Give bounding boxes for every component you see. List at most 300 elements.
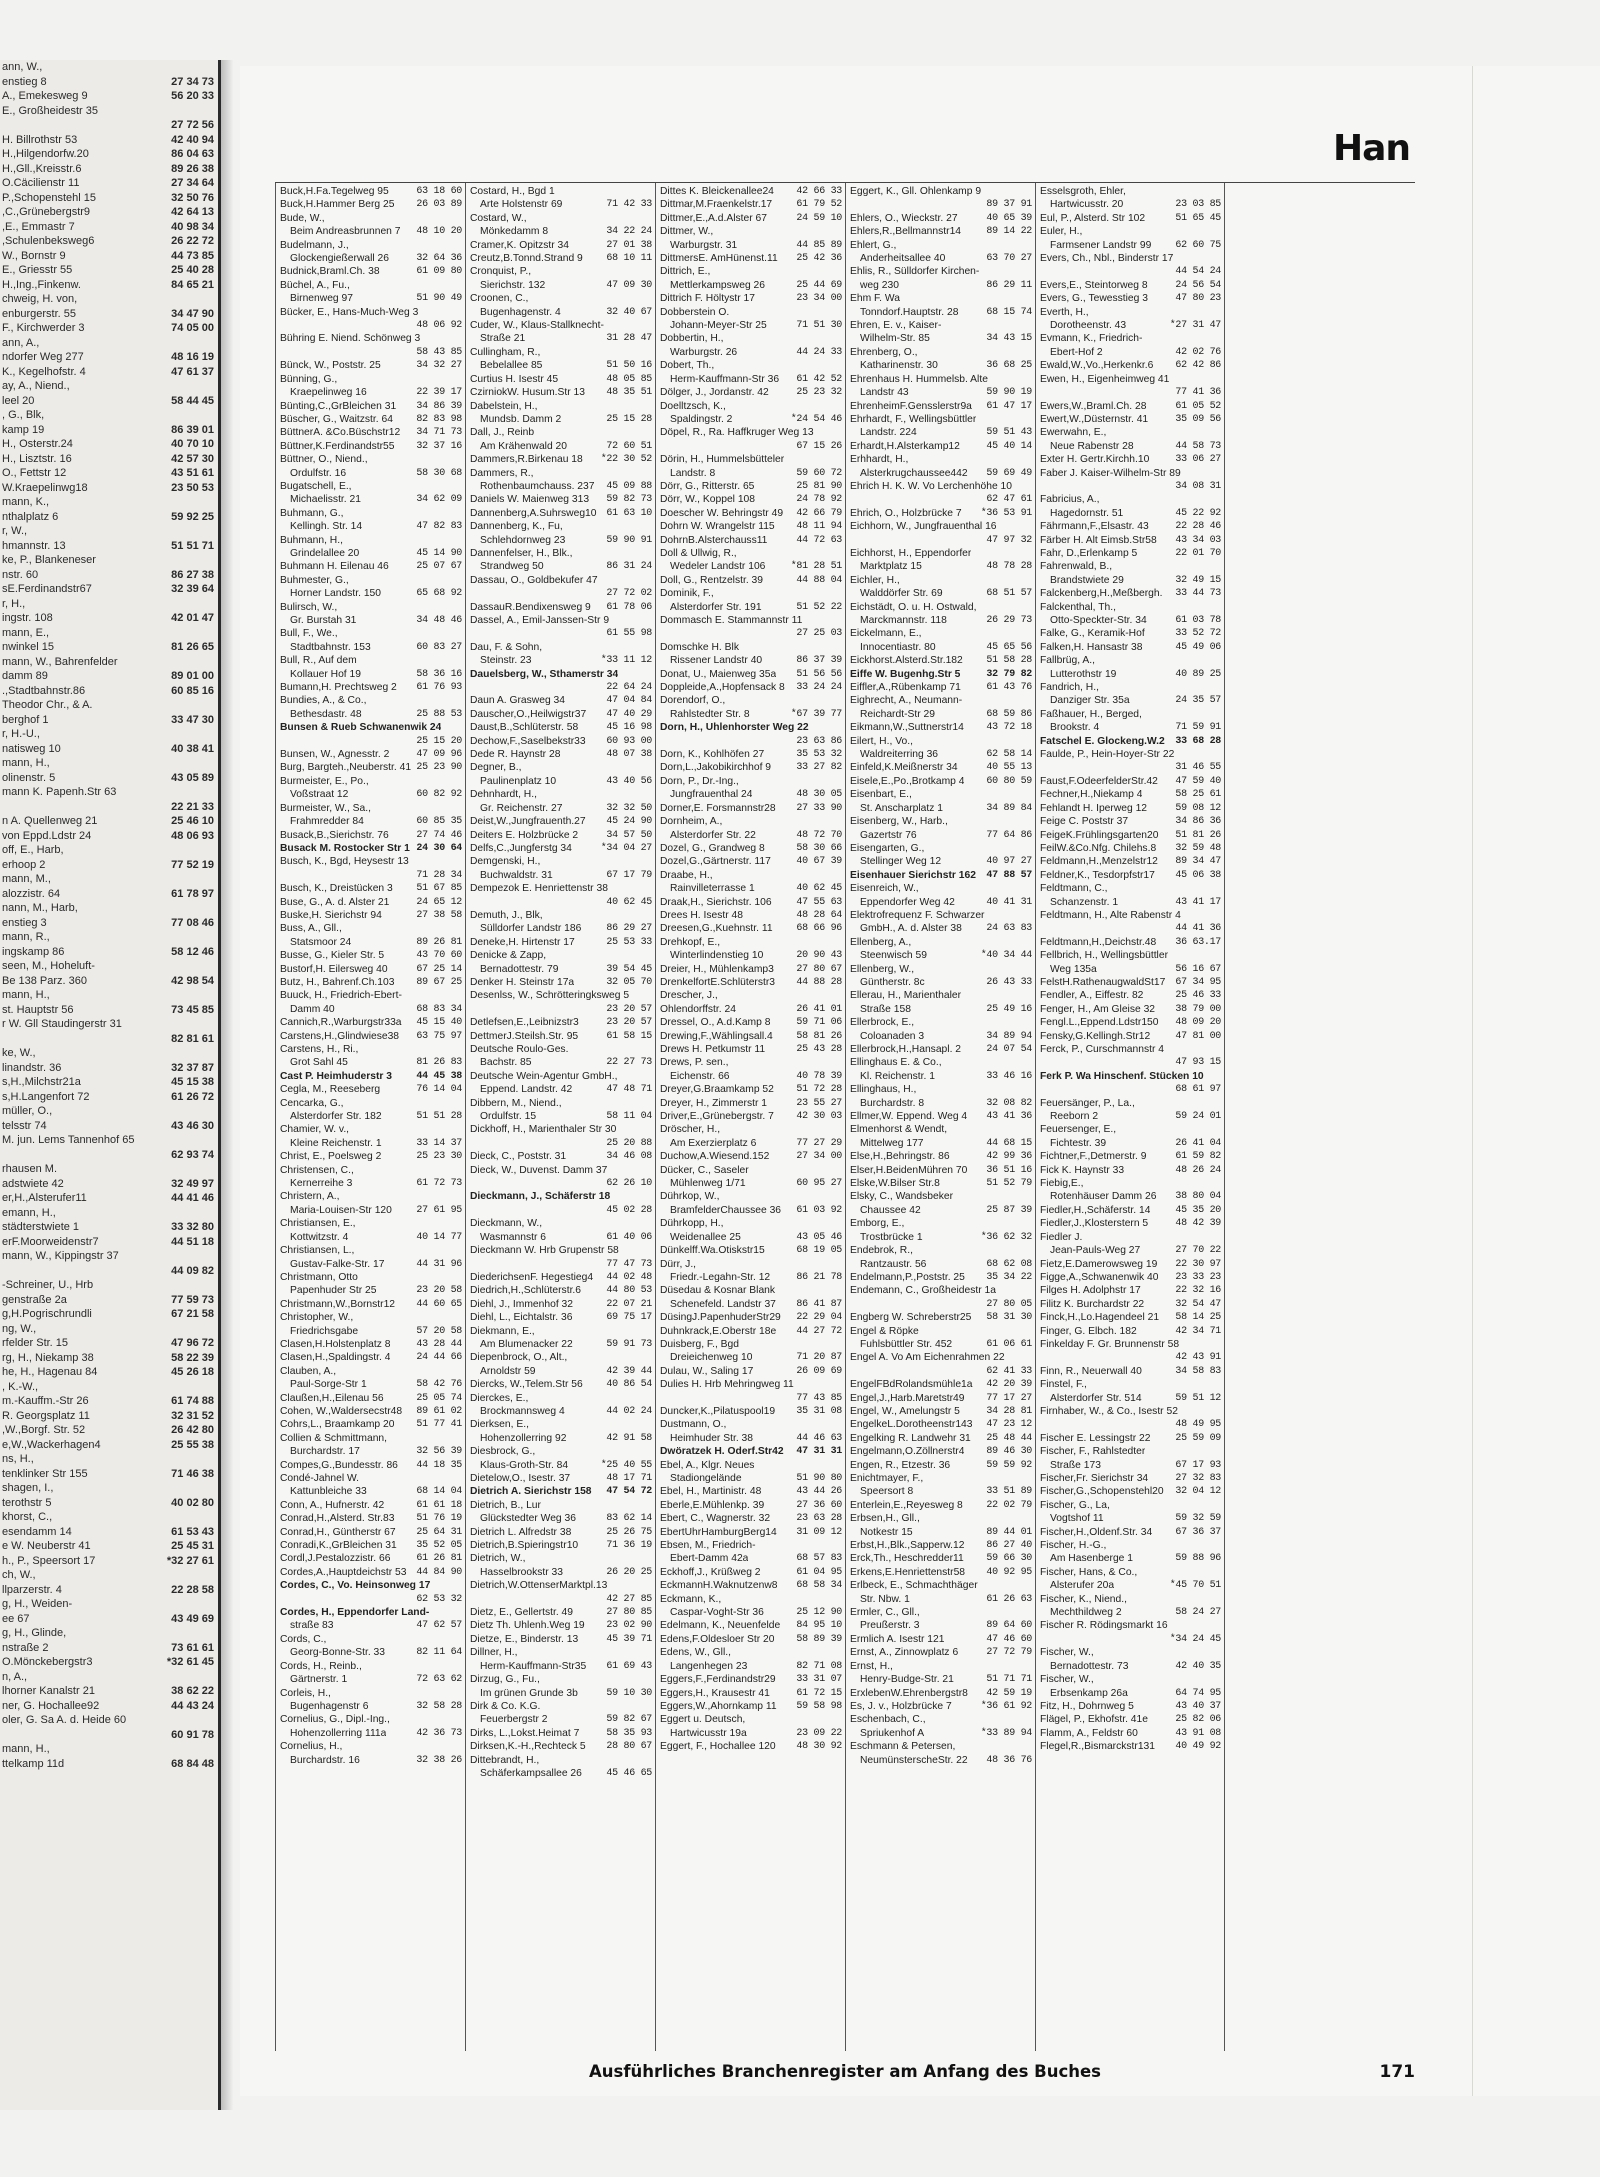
directory-entry <box>1040 1150 1221 1163</box>
prev-page-line <box>0 684 214 699</box>
prev-page-line-name: ingstr. 108 <box>2 612 53 624</box>
directory-entry <box>280 1137 462 1150</box>
entry-name-address: Deutsche Wein-Agentur GmbH., <box>470 1070 618 1082</box>
entry-phone-number <box>649 1418 652 1431</box>
directory-entry <box>470 1164 652 1177</box>
entry-name-address: Emborg, E., <box>850 1218 905 1230</box>
entry-name-address: Dietrich, B., Lur <box>470 1499 541 1511</box>
directory-entry <box>470 627 652 640</box>
entry-phone-number: 25 88 53 <box>416 708 462 720</box>
entry-phone-number <box>1029 413 1032 426</box>
entry-phone-number <box>459 373 462 386</box>
prev-page-line-phone: 51 51 71 <box>171 539 214 552</box>
entry-phone-number <box>1029 815 1032 828</box>
prev-page-line-name: mann, M., <box>2 873 51 885</box>
entry-phone-number <box>649 909 652 922</box>
directory-entry <box>850 1687 1032 1700</box>
directory-entry <box>660 520 842 533</box>
prev-page-line-name: H.,Hilgendorfw.20 <box>2 148 89 160</box>
entry-name-address: Dorendorf, O., <box>660 695 726 707</box>
directory-entry <box>1040 1137 1221 1150</box>
entry-name-address: Otto-Speckter-Str. 34 <box>1050 615 1147 626</box>
prev-page-line <box>0 727 214 742</box>
directory-entry <box>470 1566 652 1579</box>
entry-phone-number <box>1218 252 1221 265</box>
entry-name-address: Eilert, H., Vo., <box>850 735 913 747</box>
entry-name-address: Dulau, W., Saling 17 <box>660 1365 754 1377</box>
entry-phone-number: 22 64 24 <box>606 682 652 694</box>
directory-entry <box>660 1378 842 1391</box>
entry-phone-number: 38 80 04 <box>1175 1191 1221 1203</box>
entry-name-address: DohrnB.Alsterchauss11 <box>660 534 768 546</box>
entry-phone-number: 40 55 13 <box>986 762 1032 774</box>
entry-phone-number: 62 58 14 <box>986 749 1032 761</box>
entry-name-address: Dehnhardt, H., <box>470 789 537 801</box>
entry-phone-number: 32 79 82 <box>986 668 1032 680</box>
entry-name-address: Filges H. Adolphstr 17 <box>1040 1285 1141 1297</box>
prev-page-line <box>0 1104 214 1119</box>
directory-entry <box>280 547 462 560</box>
directory-entry <box>280 400 462 413</box>
entry-name-address: Falke, G., Keramik-Hof <box>1040 628 1145 640</box>
entry-name-address: Grot Sahl 45 <box>290 1057 348 1069</box>
prev-page-line-name: rhausen M. <box>2 1163 58 1175</box>
entry-phone-number: 59 90 19 <box>986 387 1032 399</box>
entry-phone-number: *45 70 51 <box>1169 1580 1221 1592</box>
entry-phone-number <box>1029 1740 1032 1753</box>
directory-entry <box>280 440 462 453</box>
prev-page-line-phone: 25 40 28 <box>171 264 214 276</box>
entry-name-address: Friedrichsgabe <box>290 1325 359 1337</box>
prev-page-line-phone: 45 15 38 <box>171 1076 214 1088</box>
prev-page-line <box>0 350 214 365</box>
entry-phone-number: 33 31 07 <box>796 1674 842 1686</box>
entry-phone-number <box>459 1271 462 1284</box>
entry-name-address: Fischer, Hans, & Co., <box>1040 1566 1138 1578</box>
entry-name-address: Tonndorf.Hauptstr. 28 <box>860 306 959 318</box>
prev-page-line-name: mann, W., Kippingstr 37 <box>2 1250 119 1262</box>
entry-name-address: Mittelweg 177 <box>860 1137 924 1149</box>
directory-entry <box>280 1606 462 1619</box>
entry-name-address: Cords, H., Reinb., <box>280 1660 362 1672</box>
entry-name-address: Burchardstr. 17 <box>290 1446 360 1458</box>
entry-phone-number <box>839 306 842 319</box>
entry-name-address: Burchardstr. 8 <box>860 1097 925 1109</box>
entry-name-address: Fahrenwald, B., <box>1040 561 1113 573</box>
entry-name-address: Landstr. 8 <box>670 467 716 479</box>
entry-phone-number: 61 03 78 <box>1175 615 1221 626</box>
directory-entry <box>660 587 842 600</box>
entry-phone-number: *33 11 12 <box>600 655 652 667</box>
entry-name-address: Cords, C., <box>280 1633 327 1645</box>
directory-entry <box>470 1512 652 1525</box>
directory-entry <box>850 1030 1032 1043</box>
prev-page-line <box>0 1162 214 1177</box>
entry-phone-number: 58 30 68 <box>416 467 462 479</box>
directory-entry <box>660 1633 842 1646</box>
directory-entry <box>470 949 652 962</box>
entry-phone-number <box>459 279 462 292</box>
entry-phone-number <box>1029 788 1032 801</box>
entry-phone-number <box>649 761 652 774</box>
entry-name-address: Cordes,A.,Hauptdeichstr 53 <box>280 1566 407 1578</box>
prev-page-line-phone: 59 92 25 <box>171 510 214 523</box>
prev-page-line <box>0 481 214 496</box>
entry-name-address: Voßstraat 12 <box>290 789 349 801</box>
entry-name-address: Fichtner,F.,Detmerstr. 9 <box>1040 1151 1147 1163</box>
directory-entry <box>1040 1526 1221 1539</box>
directory-entry <box>1040 1190 1221 1203</box>
entry-name-address: Kollauer Hof 19 <box>290 668 361 680</box>
directory-entry <box>660 761 842 774</box>
prev-page-line-name: nstraße 2 <box>2 1641 49 1654</box>
prev-page-line <box>0 626 214 641</box>
directory-entry <box>660 681 842 694</box>
directory-entry <box>660 1325 842 1338</box>
directory-entry <box>850 1365 1032 1378</box>
entry-phone-number: 61 63 10 <box>606 507 652 519</box>
entry-name-address: Finck,H.,Lo.Hagendeel 21 <box>1040 1312 1160 1324</box>
directory-entry <box>660 1646 842 1659</box>
entry-phone-number: 68 57 83 <box>796 1553 842 1565</box>
directory-entry <box>1040 1123 1221 1136</box>
entry-phone-number: 43 91 08 <box>1175 1727 1221 1739</box>
directory-entry <box>660 1351 842 1364</box>
entry-phone-number: 47 09 96 <box>416 749 462 761</box>
entry-phone-number: 26 20 25 <box>606 1566 652 1578</box>
entry-name-address: Straße 21 <box>480 333 526 345</box>
entry-name-address: Burchardstr. 16 <box>290 1754 360 1766</box>
entry-phone-number: 59 51 43 <box>986 427 1032 439</box>
directory-entry <box>660 1552 842 1565</box>
directory-entry <box>470 1177 652 1190</box>
directory-entry <box>280 1499 462 1512</box>
entry-phone-number: 44 80 53 <box>606 1285 652 1297</box>
entry-phone-number: 86 29 27 <box>606 923 652 935</box>
directory-entry <box>660 1432 842 1445</box>
entry-name-address: Dozel, G., Grandweg 8 <box>660 842 765 854</box>
entry-phone-number <box>1029 1351 1032 1364</box>
entry-phone-number: 43 41 17 <box>1175 896 1221 908</box>
directory-entry <box>470 1351 652 1364</box>
directory-entry <box>280 788 462 801</box>
entry-name-address: Alsterdorfer Str. 191 <box>670 601 762 613</box>
entry-phone-number: 34 48 46 <box>416 615 462 626</box>
entry-name-address: Gärtnerstr. 1 <box>290 1674 348 1686</box>
entry-name-address: Fischer R. Rödingsmarkt 16 <box>1040 1620 1168 1632</box>
entry-phone-number: *25 40 55 <box>600 1459 652 1471</box>
entry-name-address: Birnenweg 97 <box>290 293 353 305</box>
directory-entry <box>660 426 842 439</box>
directory-entry <box>660 989 842 1002</box>
directory-entry <box>470 788 652 801</box>
entry-name-address: Daun A. Grasweg 34 <box>470 695 566 707</box>
entry-phone-number: 62 26 10 <box>606 1178 652 1190</box>
prev-page-line <box>0 1612 214 1627</box>
entry-name-address: Hartwicusstr. 20 <box>1050 199 1124 211</box>
prev-page-line-phone: 47 96 72 <box>171 1337 214 1349</box>
entry-name-address: Fensky,G.Kellingh.Str12 <box>1040 1030 1151 1042</box>
entry-name-address: Falckenthal, Th., <box>1040 601 1116 613</box>
prev-page-line <box>0 1757 214 1772</box>
entry-name-address: Dannenfelser, H., Blk., <box>470 547 573 559</box>
entry-name-address: Buhmester, G., <box>280 574 349 586</box>
entry-name-address: Bugenhagenstr. 4 <box>480 306 561 318</box>
directory-entry <box>280 1043 462 1056</box>
directory-entry <box>470 761 652 774</box>
entry-phone-number: 82 71 08 <box>796 1660 842 1672</box>
entry-phone-number: 22 07 21 <box>606 1298 652 1310</box>
directory-entry <box>280 829 462 842</box>
directory-entry <box>660 1405 842 1418</box>
directory-entry <box>280 1164 462 1177</box>
entry-name-address: Es, J. v., Holzbrücke 7 <box>850 1700 952 1712</box>
entry-phone-number: 61 72 73 <box>416 1178 462 1190</box>
prev-page-line-phone: 44 43 24 <box>171 1699 214 1712</box>
directory-entry <box>280 855 462 868</box>
entry-name-address: Buuck, H., Friedrich-Ebert- <box>280 990 402 1002</box>
directory-entry <box>280 1687 462 1700</box>
entry-name-address: Fischer, F., Rahlstedter <box>1040 1446 1146 1458</box>
directory-entry <box>470 1258 652 1271</box>
entry-phone-number: 45 15 40 <box>416 1017 462 1029</box>
prev-page-line-phone: 23 50 53 <box>171 481 214 494</box>
directory-entry <box>1040 1418 1221 1431</box>
entry-phone-number: 42 43 91 <box>1175 1352 1221 1364</box>
prev-page-line-phone: 43 46 30 <box>171 1119 214 1132</box>
entry-phone-number: 24 78 92 <box>796 494 842 506</box>
entry-name-address: Eschmann & Petersen, <box>850 1741 956 1753</box>
entry-name-address: Kleine Reichenstr. 1 <box>290 1137 382 1149</box>
entry-phone-number: 27 34 00 <box>796 1151 842 1163</box>
entry-phone-number: 63 70 27 <box>986 253 1032 265</box>
entry-name-address: Buhmann, H., <box>280 534 343 546</box>
entry-phone-number: 22 39 17 <box>416 387 462 399</box>
prev-page-line-name: H., Lisztstr. 16 <box>2 452 72 465</box>
entry-name-address: Christmann,W.,Bornstr12 <box>280 1298 396 1310</box>
entry-name-address: Ellenberg, W., <box>850 963 915 975</box>
entry-name-address: Hartwicusstr 19a <box>670 1727 747 1739</box>
entry-phone-number: 33 06 27 <box>1175 454 1221 466</box>
directory-entry <box>1040 346 1221 359</box>
directory-entry <box>280 587 462 600</box>
entry-name-address: Grindelallee 20 <box>290 547 360 559</box>
directory-entry <box>470 802 652 815</box>
directory-entry <box>660 1231 842 1244</box>
entry-name-address: Klaus-Groth-Str. 84 <box>480 1459 569 1471</box>
entry-phone-number: 34 58 83 <box>1175 1365 1221 1377</box>
prev-page-line-name: s,H.Langenfort 72 <box>2 1090 90 1103</box>
directory-entry <box>850 1392 1032 1405</box>
prev-page-line <box>0 1496 214 1511</box>
entry-name-address: EhrenheimF.Gensslerstr9a <box>850 400 972 412</box>
prev-page-line-name: erF.Moorweidenstr7 <box>2 1235 99 1248</box>
directory-entry <box>1040 855 1221 868</box>
entry-phone-number: 61 09 80 <box>416 266 462 278</box>
directory-entry <box>850 909 1032 922</box>
directory-entry <box>280 1338 462 1351</box>
directory-entry <box>850 1499 1032 1512</box>
directory-entry <box>470 1646 652 1659</box>
directory-entry <box>1040 493 1221 506</box>
entry-phone-number: 27 38 58 <box>416 909 462 921</box>
entry-name-address: Hagedornstr. 51 <box>1050 507 1124 519</box>
entry-phone-number: 44 46 63 <box>796 1432 842 1444</box>
directory-entry <box>280 654 462 667</box>
directory-entry <box>470 1472 652 1485</box>
entry-phone-number <box>649 292 652 305</box>
entry-name-address: Horner Landstr. 150 <box>290 588 382 600</box>
directory-entry <box>280 1204 462 1217</box>
entry-name-address: Eichhorst, H., Eppendorfer <box>850 547 972 559</box>
prev-page-line-name: leel 20 <box>2 394 35 407</box>
entry-name-address: Herm-Kauffmann-Str35 <box>480 1660 587 1672</box>
entry-phone-number: 77 64 86 <box>986 829 1032 841</box>
entry-phone-number: 42 02 76 <box>1175 346 1221 358</box>
entry-phone-number: 40 62 45 <box>796 883 842 895</box>
entry-phone-number: 61 26 81 <box>416 1553 462 1565</box>
directory-entry <box>660 842 842 855</box>
directory-entry <box>660 560 842 573</box>
entry-name-address: Bunsen & Rueb Schwanenwik 24 <box>280 722 442 734</box>
directory-entry <box>850 1016 1032 1029</box>
entry-name-address: Drews H. Petkumstr 11 <box>660 1044 766 1055</box>
entry-phone-number: 47 93 15 <box>1175 1057 1221 1069</box>
entry-phone-number <box>459 1244 462 1257</box>
entry-phone-number: 47 09 30 <box>606 279 652 291</box>
entry-name-address: Färber H. Alt Eimsb.Str58 <box>1040 534 1157 546</box>
entry-phone-number <box>1029 842 1032 855</box>
entry-phone-number: 32 56 39 <box>416 1446 462 1458</box>
entry-name-address: Euler, H., <box>1040 226 1083 238</box>
directory-entry <box>660 627 842 640</box>
directory-entry <box>660 467 842 480</box>
prev-page-line <box>0 1351 214 1366</box>
entry-name-address: Diehl, J., Immenhof 32 <box>470 1298 574 1310</box>
entry-name-address: Dietz, E., Gellertstr. 49 <box>470 1607 574 1619</box>
directory-entry <box>850 1271 1032 1284</box>
prev-page-line-name: he, H., Hagenau 84 <box>2 1366 98 1378</box>
directory-entry <box>850 949 1032 962</box>
entry-phone-number <box>839 815 842 828</box>
directory-entry <box>280 842 462 855</box>
entry-phone-number: 36 51 16 <box>986 1164 1032 1176</box>
entry-name-address: Eickhorst.Alsterd.Str.182 <box>850 655 963 667</box>
entry-name-address: Flägel, P., Ekhofstr. 41e <box>1040 1714 1148 1726</box>
prev-page-line-phone: 58 44 45 <box>171 394 214 407</box>
entry-phone-number: 24 30 64 <box>416 842 462 854</box>
entry-name-address: Finger, G. Elbch. 182 <box>1040 1325 1137 1337</box>
prev-page-line-name: natisweg 10 <box>2 742 61 755</box>
entry-phone-number <box>1218 1097 1221 1110</box>
directory-entry <box>1040 1499 1221 1512</box>
entry-phone-number: 32 64 36 <box>416 253 462 265</box>
directory-entry <box>280 1217 462 1230</box>
directory-entry <box>470 426 652 439</box>
entry-name-address: Fuhlsbüttler Str. 452 <box>860 1338 953 1350</box>
prev-page-line-name: seen, M., Hoheluft- <box>2 960 95 972</box>
entry-phone-number: 35 34 22 <box>986 1271 1032 1283</box>
entry-name-address: Curtius H. Isestr 45 <box>470 373 559 385</box>
directory-entry <box>280 265 462 278</box>
prev-page-line-name: O.Mönckebergstr3 <box>2 1656 93 1668</box>
entry-phone-number: 86 29 11 <box>986 279 1032 291</box>
entry-name-address: Strandweg 50 <box>480 561 544 573</box>
entry-name-address: Esselsgroth, Ehler, <box>1040 186 1126 197</box>
entry-phone-number <box>649 212 652 225</box>
entry-phone-number: 51 52 22 <box>796 601 842 613</box>
entry-name-address: Ehren, E. v., Kaiser- <box>850 320 942 332</box>
prev-page-line <box>0 1510 214 1525</box>
entry-name-address: Dünkelff.Wa.Otiskstr15 <box>660 1245 765 1257</box>
directory-entry <box>660 279 842 292</box>
entry-phone-number: 25 43 28 <box>796 1044 842 1055</box>
entry-name-address: Claußen,H.,Eilenau 56 <box>280 1392 384 1404</box>
directory-entry <box>280 1646 462 1659</box>
entry-phone-number: 20 90 43 <box>796 950 842 962</box>
directory-entry <box>1040 681 1221 694</box>
directory-entry <box>1040 989 1221 1002</box>
entry-name-address: Cronquist, P., <box>470 266 532 278</box>
directory-entry <box>1040 426 1221 439</box>
entry-phone-number: 39 54 45 <box>606 963 652 975</box>
directory-entry <box>1040 1204 1221 1217</box>
prev-page-line-name: mann, H., <box>2 989 50 1001</box>
entry-name-address: Ewen, H., Eigenheimweg 41 <box>1040 373 1170 385</box>
directory-entry <box>660 1459 842 1472</box>
entry-phone-number: 35 52 05 <box>416 1540 462 1552</box>
entry-phone-number: 84 95 10 <box>796 1620 842 1632</box>
prev-page-line-name: ann, A., <box>2 336 40 349</box>
directory-entry <box>470 614 652 627</box>
prev-page-line <box>0 1090 214 1105</box>
entry-name-address: Ehlers,R.,Bellmannstr14 <box>850 226 962 238</box>
entry-phone-number <box>649 882 652 895</box>
entry-name-address: Dittmar,M.Fraenkelstr.17 <box>660 199 773 211</box>
directory-entry <box>470 1418 652 1431</box>
directory-entry <box>470 587 652 600</box>
entry-name-address: Dau, F. & Sohn, <box>470 641 543 653</box>
directory-entry <box>470 534 652 547</box>
entry-name-address: Cullingham, R., <box>470 346 541 358</box>
entry-name-address: Bulirsch, W., <box>280 601 338 613</box>
entry-name-address: Dobbertin, H., <box>660 333 724 345</box>
entry-name-address: Evers, G., Tewesstieg 3 <box>1040 293 1148 305</box>
entry-name-address: Fick K. Haynstr 33 <box>1040 1164 1125 1176</box>
entry-name-address: Büchel, A., Fu., <box>280 279 350 291</box>
directory-entry <box>1040 976 1221 989</box>
entry-phone-number: 61 72 15 <box>796 1687 842 1699</box>
entry-name-address: Costard, H., Bgd 1 <box>470 186 555 197</box>
entry-name-address: Deneke,H. Hirtenstr 17 <box>470 936 575 948</box>
entry-name-address: Hasselbrookstr 33 <box>480 1566 563 1578</box>
entry-name-address: Mönkedamm 8 <box>480 226 549 238</box>
entry-phone-number <box>1218 493 1221 506</box>
entry-phone-number: 67 17 93 <box>1175 1459 1221 1471</box>
directory-entry <box>280 346 462 359</box>
entry-name-address: Fischer, W., <box>1040 1647 1094 1659</box>
entry-name-address: Brockmannsweg 4 <box>480 1405 565 1417</box>
prev-page-line-name: oler, G. Sa A. d. Heide 60 <box>2 1714 127 1726</box>
entry-name-address: DrenkelfortE.Schlüterstr3 <box>660 976 776 988</box>
entry-name-address: Drewing,F.,Wählingsall.4 <box>660 1030 773 1042</box>
entry-phone-number: 51 90 49 <box>416 293 462 305</box>
prev-page-line-name: damm 89 <box>2 670 48 682</box>
entry-name-address: Büttner,K.Ferdinandstr55 <box>280 440 395 452</box>
prev-page-line <box>0 669 214 684</box>
entry-phone-number <box>1029 239 1032 252</box>
prev-page-line-phone: 42 64 13 <box>171 206 214 218</box>
